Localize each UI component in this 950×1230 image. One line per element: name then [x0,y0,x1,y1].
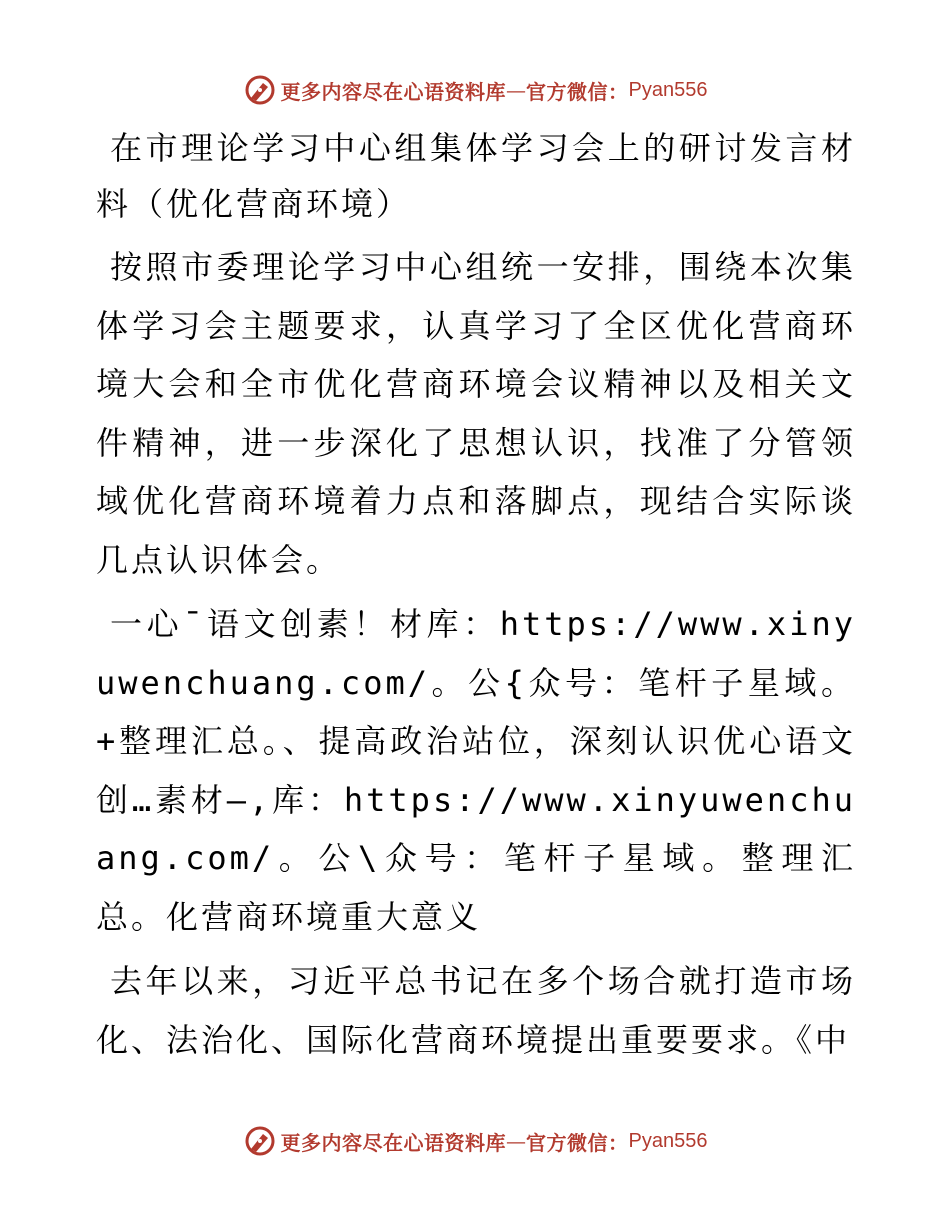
pen-nib-circle-logo-icon [243,1124,277,1158]
banner-brand-text: 更多内容尽在心语资料库 [280,79,507,104]
banner-separator: — [506,78,527,102]
document-title: 在市理论学习中心组集体学习会上的研讨发言材料（优化营商环境） [96,129,856,223]
footer-account-id: Pyan556 [628,1129,708,1152]
footer-brand-text: 更多内容尽在心语资料库 [280,1130,507,1155]
banner-account-label: 官方微信： [526,79,629,104]
paragraph-intro: 按照市委理论学习中心组统一安排，围绕本次集体学习会主题要求，认真学习了全区优化营商环境大会和全市优化营商环境会议精神以及相关文件精神，进一步深化了思想认识，找准了分管领域优化营商环境着力点和落脚点，现结合实际谈几点认识体会。 [96,248,856,579]
footer-separator: — [506,1129,527,1153]
paragraph-section-heading: 一心¯语文创素！材库：https://www.xinyuwenchuang.com/。公{众号：笔杆子星域。+整理汇总。、提高政治站位，深刻认识优心语文创…素材—,库：https://www.xinyuwenchuang.com/。公\众号：笔杆子星域。整理汇总。化营商环境重大意义 [96,605,856,936]
document-body [96,120,856,1069]
footer-account-label: 官方微信： [526,1130,629,1155]
pen-nib-circle-logo-icon [243,73,277,107]
footer-banner [0,1121,950,1161]
header-banner [0,70,950,110]
paragraph-body: 去年以来，习近平总书记在多个场合就打造市场化、法治化、国际化营商环境提出重要要求。《中 [96,962,856,1059]
banner-account-id: Pyan556 [628,78,708,101]
